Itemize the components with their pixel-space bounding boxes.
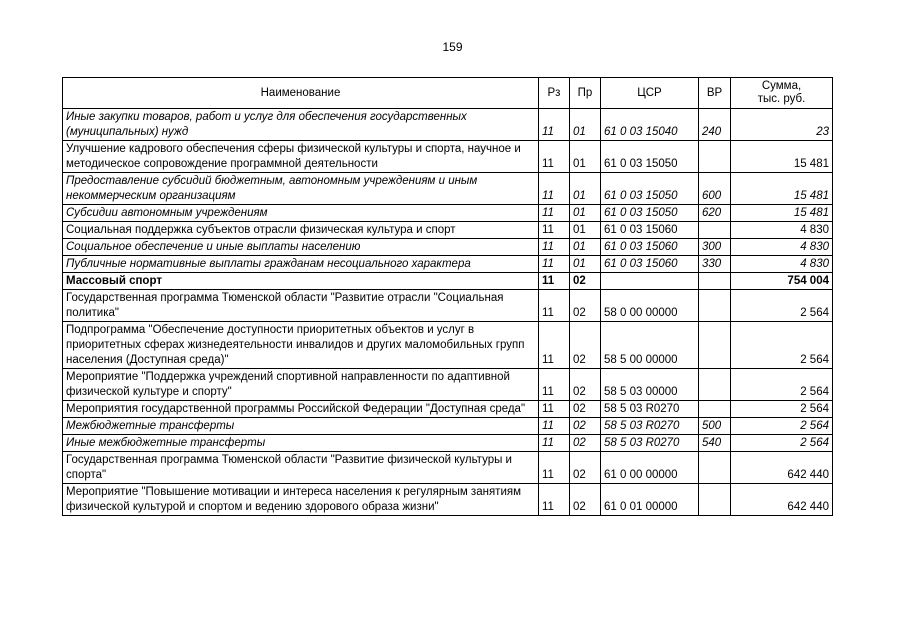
table-row: [63, 256, 833, 273]
cell-csr: 61 0 03 15060: [601, 222, 699, 239]
cell-pr: 02: [570, 290, 601, 322]
cell-pr: 02: [570, 322, 601, 369]
cell-csr: 58 0 00 00000: [601, 290, 699, 322]
cell-rz: 11: [539, 256, 570, 273]
cell-name: Предоставление субсидий бюджетным, автономным учреждениям и иным некоммерческим организациям: [63, 173, 539, 205]
cell-pr: 01: [570, 109, 601, 141]
cell-pr: 02: [570, 452, 601, 484]
cell-pr: 02: [570, 273, 601, 290]
table-row: [63, 222, 833, 239]
cell-rz: 11: [539, 322, 570, 369]
cell-rz: 11: [539, 173, 570, 205]
page-number: 159: [442, 40, 463, 54]
cell-vr: [699, 222, 731, 239]
cell-name: Иные закупки товаров, работ и услуг для обеспечения государственных (муниципальных) нужд: [63, 109, 539, 141]
cell-csr: 58 5 03 R0270: [601, 401, 699, 418]
cell-name: Государственная программа Тюменской области "Развитие отрасли "Социальная политика": [63, 290, 539, 322]
table-row: [63, 435, 833, 452]
header-csr: ЦСР: [601, 78, 699, 109]
cell-csr: 58 5 03 R0270: [601, 435, 699, 452]
cell-vr: [699, 484, 731, 516]
cell-sum: 15 481: [731, 173, 833, 205]
cell-rz: 11: [539, 452, 570, 484]
cell-sum: 4 830: [731, 256, 833, 273]
table-row: [63, 452, 833, 484]
cell-rz: 11: [539, 401, 570, 418]
cell-pr: 02: [570, 369, 601, 401]
cell-pr: 01: [570, 173, 601, 205]
cell-sum: 754 004: [731, 273, 833, 290]
cell-rz: 11: [539, 418, 570, 435]
cell-name: Социальное обеспечение и иные выплаты населению: [63, 239, 539, 256]
cell-pr: 01: [570, 239, 601, 256]
cell-sum: 2 564: [731, 322, 833, 369]
cell-vr: [699, 369, 731, 401]
cell-csr: 61 0 03 15050: [601, 205, 699, 222]
cell-name: Иные межбюджетные трансферты: [63, 435, 539, 452]
table-row: [63, 290, 833, 322]
cell-csr: 61 0 03 15060: [601, 256, 699, 273]
cell-name: Мероприятие "Повышение мотивации и интереса населения к регулярным занятиям физической культурой и спортом и ведению здорового образа жизни": [63, 484, 539, 516]
cell-vr: 240: [699, 109, 731, 141]
cell-rz: 11: [539, 109, 570, 141]
cell-csr: 61 0 03 15040: [601, 109, 699, 141]
cell-sum: 15 481: [731, 205, 833, 222]
table-row: [63, 369, 833, 401]
cell-vr: 620: [699, 205, 731, 222]
header-pr: Пр: [570, 78, 601, 109]
cell-csr: 61 0 00 00000: [601, 452, 699, 484]
cell-csr: 58 5 00 00000: [601, 322, 699, 369]
cell-name: Межбюджетные трансферты: [63, 418, 539, 435]
cell-sum: 2 564: [731, 369, 833, 401]
table-row: [63, 141, 833, 173]
cell-rz: 11: [539, 369, 570, 401]
cell-name: Подпрограмма "Обеспечение доступности приоритетных объектов и услуг в приоритетных сферах жизнедеятельности инвалидов и других маломобильных групп населения (Доступная среда)": [63, 322, 539, 369]
cell-pr: 01: [570, 141, 601, 173]
cell-vr: 300: [699, 239, 731, 256]
cell-name: Массовый спорт: [63, 273, 539, 290]
cell-pr: 02: [570, 484, 601, 516]
cell-vr: 600: [699, 173, 731, 205]
cell-sum: 2 564: [731, 401, 833, 418]
cell-sum: 2 564: [731, 435, 833, 452]
cell-vr: [699, 401, 731, 418]
cell-name: Публичные нормативные выплаты гражданам несоциального характера: [63, 256, 539, 273]
cell-pr: 02: [570, 435, 601, 452]
cell-csr: 61 0 01 00000: [601, 484, 699, 516]
cell-pr: 01: [570, 256, 601, 273]
header-vr: ВР: [699, 78, 731, 109]
cell-name: Субсидии автономным учреждениям: [63, 205, 539, 222]
cell-vr: [699, 273, 731, 290]
cell-csr: 58 5 03 R0270: [601, 418, 699, 435]
cell-rz: 11: [539, 435, 570, 452]
cell-sum: 15 481: [731, 141, 833, 173]
cell-vr: [699, 322, 731, 369]
cell-pr: 01: [570, 222, 601, 239]
cell-rz: 11: [539, 273, 570, 290]
cell-sum: 642 440: [731, 452, 833, 484]
cell-vr: 500: [699, 418, 731, 435]
table-row: [63, 401, 833, 418]
cell-csr: 61 0 03 15050: [601, 173, 699, 205]
cell-name: Улучшение кадрового обеспечения сферы физической культуры и спорта, научное и методическое сопровождение программной деятельности: [63, 141, 539, 173]
cell-csr: 61 0 03 15060: [601, 239, 699, 256]
cell-rz: 11: [539, 141, 570, 173]
cell-name: Государственная программа Тюменской области "Развитие физической культуры и спорта": [63, 452, 539, 484]
cell-vr: [699, 452, 731, 484]
table-row: [63, 109, 833, 141]
cell-vr: 540: [699, 435, 731, 452]
table-row: [63, 322, 833, 369]
header-sum: [731, 78, 833, 109]
table-row: [63, 273, 833, 290]
cell-csr: [601, 273, 699, 290]
table-row: [63, 173, 833, 205]
table-row: [63, 418, 833, 435]
budget-table: [62, 77, 833, 516]
cell-sum: 2 564: [731, 290, 833, 322]
header-sum-line2: тыс. руб.: [757, 93, 806, 105]
cell-csr: 58 5 03 00000: [601, 369, 699, 401]
cell-rz: 11: [539, 205, 570, 222]
header-rz: Рз: [539, 78, 570, 109]
cell-pr: 02: [570, 418, 601, 435]
cell-sum: 23: [731, 109, 833, 141]
table-row: [63, 205, 833, 222]
header-sum-line1: Сумма,: [761, 80, 802, 92]
cell-vr: 330: [699, 256, 731, 273]
cell-sum: 642 440: [731, 484, 833, 516]
cell-sum: 4 830: [731, 222, 833, 239]
header-name: Наименование: [63, 78, 539, 109]
cell-vr: [699, 141, 731, 173]
cell-name: Мероприятие "Поддержка учреждений спортивной направленности по адаптивной физической культуре и спорту": [63, 369, 539, 401]
cell-rz: 11: [539, 222, 570, 239]
cell-name: Мероприятия государственной программы Российской Федерации "Доступная среда": [63, 401, 539, 418]
cell-pr: 01: [570, 205, 601, 222]
cell-name: Социальная поддержка субъектов отрасли физическая культура и спорт: [63, 222, 539, 239]
cell-rz: 11: [539, 290, 570, 322]
cell-sum: 4 830: [731, 239, 833, 256]
cell-vr: [699, 290, 731, 322]
table-row: [63, 484, 833, 516]
cell-sum: 2 564: [731, 418, 833, 435]
cell-rz: 11: [539, 239, 570, 256]
cell-pr: 02: [570, 401, 601, 418]
cell-csr: 61 0 03 15050: [601, 141, 699, 173]
table-header-row: [63, 78, 833, 109]
cell-rz: 11: [539, 484, 570, 516]
table-row: [63, 239, 833, 256]
